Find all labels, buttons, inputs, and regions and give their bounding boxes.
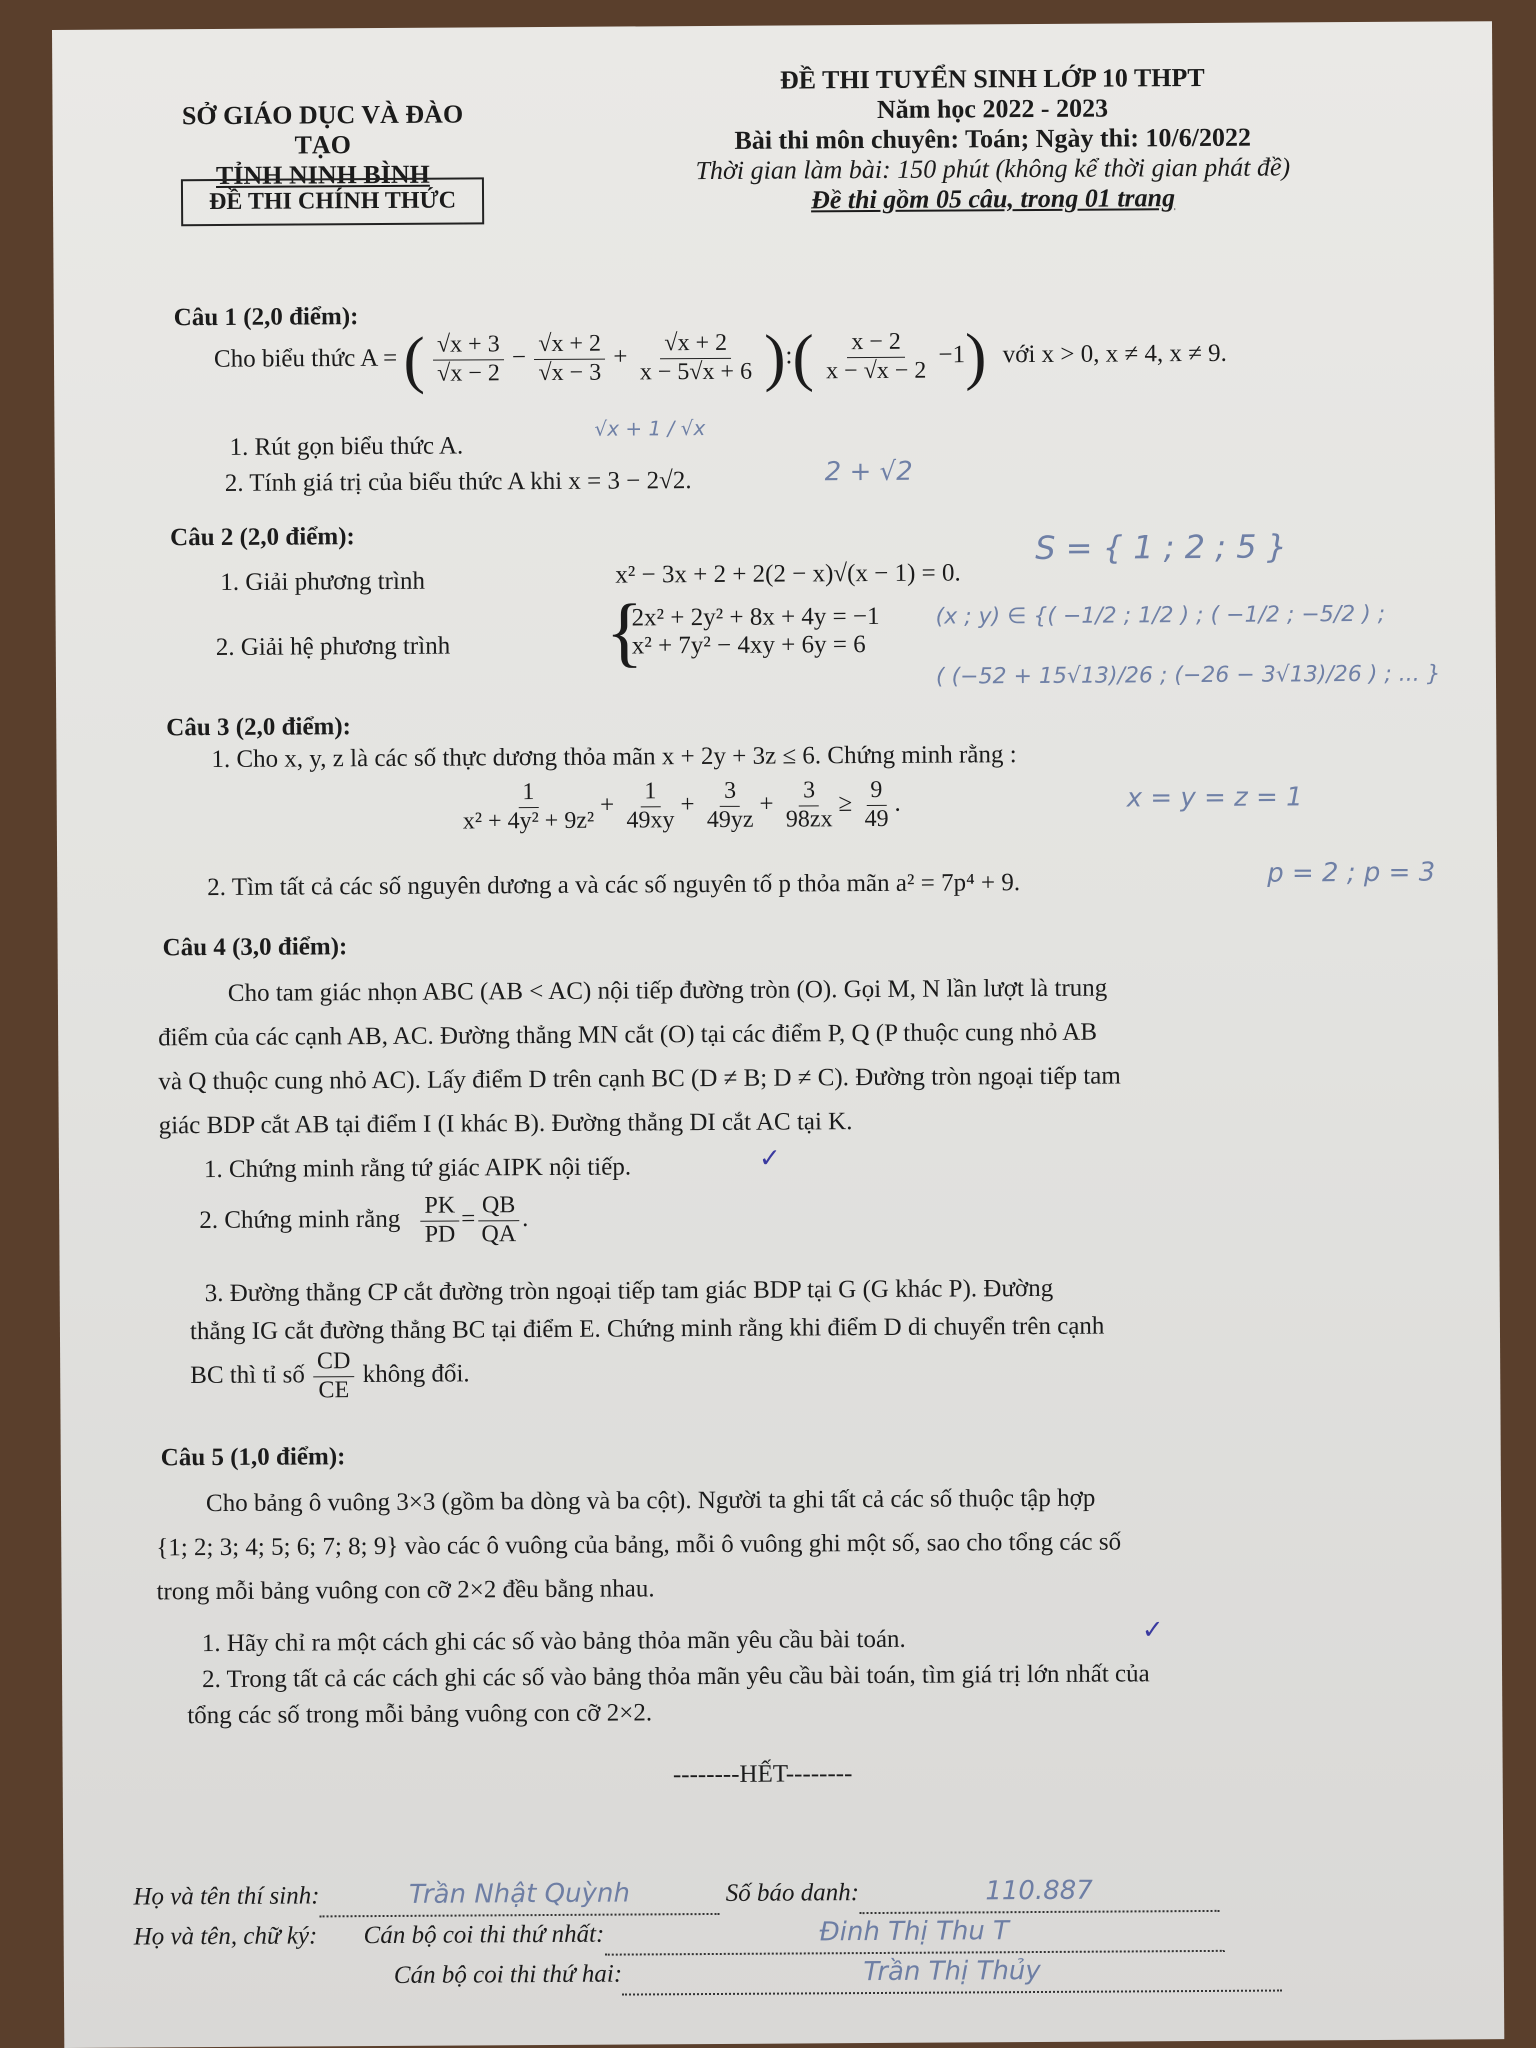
q3-frac2: $\frac{1}{49xy}$ bbox=[626, 778, 675, 834]
q5-part2b: tổng các số trong mỗi bảng vuông con cỡ 2×2. bbox=[187, 1699, 653, 1730]
q1-hand-note1: √x + 1 / √x bbox=[594, 416, 706, 441]
q4-part1: 1. Chứng minh rằng tứ giác AIPK nội tiếp. bbox=[203, 1153, 632, 1184]
q3-inequality: $\frac{1}{\text{x² + 4y² + 9z²}}$ + $\frac{1}{49xy}$ + $\frac{3}{49yz}$ + $\frac{3}{98zx}$ ≥ $\frac{9}{49}$ . bbox=[457, 777, 901, 836]
q2-system: { 2x² + 2y² + 8x + 4y = −1 x² + 7y² − 4xy + 6y = 6 bbox=[605, 587, 880, 675]
q4-title: Câu 4 (3,0 điểm): bbox=[162, 933, 348, 962]
q4-part3b: thẳng IG cắt đường thẳng BC tại điểm E. Chứng minh rằng khi điểm D di chuyển trên cạnh bbox=[189, 1312, 1105, 1346]
signature-label: Họ và tên, chữ ký: bbox=[133, 1922, 318, 1951]
candidate-name-label: Họ và tên thí sinh: bbox=[133, 1882, 320, 1911]
proctor1-signature: Đinh Thị Thu T bbox=[819, 1916, 1010, 1948]
q4-line4: giác BDP cắt AB tại điểm I (I khác B). Đường thẳng DI cắt AC tại K. bbox=[158, 1108, 853, 1140]
q4-line1: Cho tam giác nhọn ABC (AB < AC) nội tiếp đường tròn (O). Gọi M, N lần lượt là trung bbox=[227, 974, 1108, 1007]
q4-part2-text: 2. Chứng minh rằng bbox=[199, 1205, 401, 1234]
candidate-name-value: Trần Nhật Quỳnh bbox=[408, 1878, 631, 1910]
department-line: SỞ GIÁO DỤC VÀ ĐÀO TẠO bbox=[181, 99, 464, 160]
q3-part1: 1. Cho x, y, z là các số thực dương thỏa mãn x + 2y + 3z ≤ 6. Chứng minh rằng : bbox=[211, 741, 1017, 774]
q3-title: Câu 3 (2,0 điểm): bbox=[166, 713, 352, 742]
exam-page bbox=[52, 21, 1504, 2048]
q3-frac1: $\frac{1}{\text{x² + 4y² + 9z²}}$ bbox=[462, 779, 595, 835]
exam-header bbox=[612, 62, 1373, 217]
q2-part2: 2. Giải hệ phương trình bbox=[215, 632, 451, 662]
q2-hand-note1: S = { 1 ; 2 ; 5 } bbox=[1035, 527, 1288, 568]
q1-title: Câu 1 (2,0 điểm): bbox=[173, 303, 359, 332]
q5-part2a: 2. Trong tất cả các cách ghi các số vào bảng thỏa mãn yêu cầu bài toán, tìm giá trị lớn nhất của bbox=[201, 1660, 1150, 1694]
end-marker: --------HẾT-------- bbox=[672, 1760, 853, 1789]
q1-part2: 2. Tính giá trị của biểu thức A khi x = 3 − 2√2. bbox=[224, 467, 692, 497]
q4-line3: và Q thuộc cung nhỏ AC). Lấy điểm D trên cạnh BC (D ≠ B; D ≠ C). Đường tròn ngoại tiếp tam bbox=[158, 1062, 1121, 1096]
q4-line2: điểm của các cạnh AB, AC. Đường thẳng MN cắt (O) tại các điểm P, Q (P thuộc cung nhỏ AB bbox=[158, 1018, 1098, 1052]
proctor1-label: Cán bộ coi thi thứ nhất: bbox=[363, 1920, 605, 1950]
official-exam-box: ĐỀ THI CHÍNH THỨC bbox=[181, 177, 484, 226]
q2-part1: 1. Giải phương trình bbox=[220, 567, 425, 596]
q2-hand-note3: ( (−52 + 15√13)/26 ; (−26 − 3√13)/26 ) ; ... } bbox=[935, 661, 1441, 690]
q1-condition: với x > 0, x ≠ 4, x ≠ 9. bbox=[1002, 339, 1227, 368]
q3-part2: 2. Tìm tất cả các số nguyên dương a và các số nguyên tố p thỏa mãn a² = 7p⁴ + 9. bbox=[207, 869, 1021, 902]
exam-page-count: Đề thi gồm 05 câu, trong 01 trang bbox=[810, 183, 1176, 215]
q3-frac4: $\frac{3}{98zx}$ bbox=[785, 777, 833, 833]
q4-part3a: 3. Đường thẳng CP cắt đường tròn ngoại tiếp tam giác BDP tại G (G khác P). Đường bbox=[204, 1274, 1054, 1308]
q3-frac3: $\frac{3}{49yz}$ bbox=[706, 777, 754, 833]
sbd-value: 110.887 bbox=[985, 1875, 1093, 1907]
q2-title: Câu 2 (2,0 điểm): bbox=[170, 523, 355, 552]
q3-hand-note2: p = 2 ; p = 3 bbox=[1267, 857, 1436, 889]
q1-frac3: $\frac{√x + 2}{x - 5√x + 6}$ bbox=[639, 329, 753, 385]
exam-title: ĐỀ THI TUYỂN SINH LỚP 10 THPT bbox=[779, 62, 1205, 95]
check-mark-icon: ✓ bbox=[1141, 1615, 1164, 1645]
proctor2-signature: Trần Thị Thủy bbox=[863, 1955, 1041, 1988]
exam-time: Thời gian làm bài: 150 phút (không kể thời gian phát đề) bbox=[695, 152, 1291, 186]
q5-title: Câu 5 (1,0 điểm): bbox=[160, 1443, 346, 1472]
q1-A-label: A = bbox=[360, 344, 398, 372]
exam-subject: Bài thi môn chuyên: Toán; Ngày thi: 10/6/2022 bbox=[734, 122, 1251, 155]
q5-line2: {1; 2; 3; 4; 5; 6; 7; 8; 9} vào các ô vuông của bảng, mỗi ô vuông ghi một số, sao cho tổng các số bbox=[156, 1528, 1122, 1562]
q4-part3c bbox=[190, 1347, 470, 1405]
q4-part2: 2. Chứng minh rằng $\frac{PK}{PD}$ = $\frac{QB}{QA}$ . bbox=[199, 1192, 529, 1248]
q4-part3c-pre: BC thì tỉ số bbox=[190, 1361, 305, 1390]
q2-system-eq2: x² + 7y² − 4xy + 6y = 6 bbox=[631, 631, 866, 660]
q4-ratio3: $\frac{CD}{CE}$ bbox=[313, 1348, 355, 1404]
q4-ratio2: $\frac{QB}{QA}$ bbox=[477, 1192, 520, 1248]
province-line: TỈNH NINH BÌNH bbox=[215, 159, 430, 191]
proctor2-row bbox=[394, 1951, 1282, 1997]
q4-ratio1: $\frac{PK}{PD}$ bbox=[420, 1193, 459, 1249]
q1-frac4: $\frac{x - 2}{x - √x - 2}$ bbox=[826, 328, 927, 384]
q2-system-eq1: 2x² + 2y² + 8x + 4y = −1 bbox=[631, 602, 880, 632]
q4-part3c-post: không đổi. bbox=[362, 1360, 470, 1388]
q1-expression: Cho biểu thức A = ( $\frac{√x + 3}{√x - 2}$ − $\frac{√x + 2}{√x - 3}$ + $\frac{√x + 2}{x - 5√x + 6}$ ):( $\frac{x - 2}{x - √x - 2}$ −1) với x > 0, x ≠ 4, x ≠ 9. bbox=[213, 320, 1227, 395]
q1-frac1: $\frac{√x + 3}{√x - 2}$ bbox=[433, 331, 504, 388]
school-year: Năm học 2022 - 2023 bbox=[876, 93, 1109, 124]
q3-hand-note1: x = y = z = 1 bbox=[1126, 782, 1303, 814]
q1-frac2: $\frac{√x + 2}{√x - 3}$ bbox=[534, 331, 605, 388]
sbd-label: Số báo danh: bbox=[725, 1879, 860, 1907]
check-mark-icon: ✓ bbox=[758, 1143, 781, 1173]
q5-part1: 1. Hãy chỉ ra một cách ghi các số vào bảng thỏa mãn yêu cầu bài toán. bbox=[201, 1625, 906, 1658]
q1-intro: Cho biểu thức bbox=[213, 344, 356, 373]
q1-hand-note2: 2 + √2 bbox=[824, 456, 913, 488]
q2-equation: x² − 3x + 2 + 2(2 − x)√(x − 1) = 0. bbox=[615, 559, 961, 589]
q5-line1: Cho bảng ô vuông 3×3 (gồm ba dòng và ba cột). Người ta ghi tất cả các số thuộc tập hợp bbox=[205, 1484, 1096, 1518]
proctor2-label: Cán bộ coi thi thứ hai: bbox=[393, 1960, 623, 1989]
q5-line3: trong mỗi bảng vuông con cỡ 2×2 đều bằng nhau. bbox=[156, 1575, 655, 1606]
q1-part1: 1. Rút gọn biểu thức A. bbox=[229, 432, 464, 461]
q3-frac5: $\frac{9}{49}$ bbox=[864, 776, 889, 832]
q2-hand-note2: (x ; y) ∈ {( −1/2 ; 1/2 ) ; ( −1/2 ; −5/2 ) ; bbox=[935, 601, 1386, 630]
